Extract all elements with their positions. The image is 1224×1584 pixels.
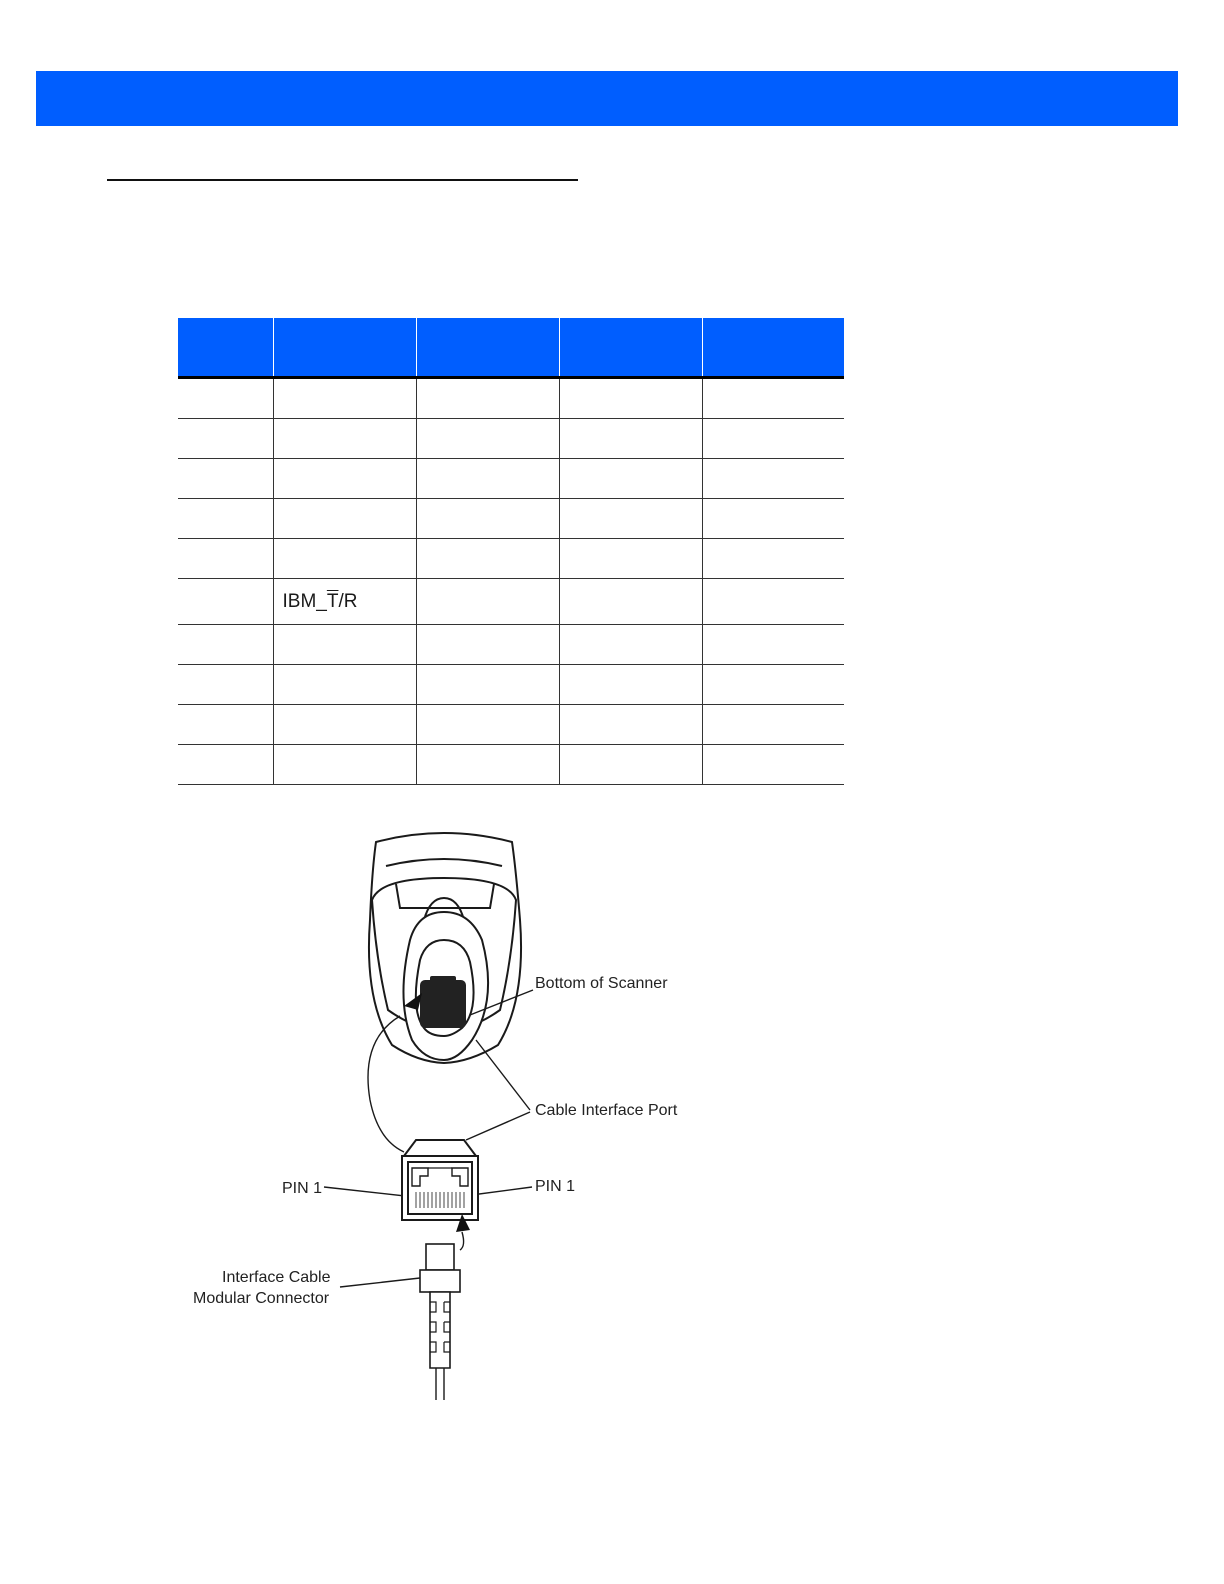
label-pin1-left: PIN 1 <box>282 1180 323 1197</box>
cable-wire <box>436 1368 444 1400</box>
leader-interface-cable <box>340 1278 420 1287</box>
modular-plug <box>420 1244 460 1368</box>
scanner-window-top <box>396 884 494 908</box>
leader-cable-port-1 <box>476 1040 530 1110</box>
label-modular-connector: Modular Connector <box>193 1290 330 1307</box>
signal-name-text: $IBM\_\overline{T}/R$ <box>282 590 358 612</box>
leader-cable-port-2 <box>466 1112 530 1140</box>
label-pin1-right: PIN 1 <box>535 1178 576 1195</box>
cable-interface-port-tab <box>430 976 456 984</box>
label-cable-interface-port: Cable Interface Port <box>535 1102 678 1119</box>
cable-interface-port <box>420 980 466 1028</box>
cable-loop-right <box>460 1232 464 1250</box>
label-bottom-of-scanner: Bottom of Scanner <box>535 975 668 992</box>
label-interface-cable: Interface Cable <box>222 1269 331 1286</box>
scanner-head-inner <box>386 859 502 866</box>
